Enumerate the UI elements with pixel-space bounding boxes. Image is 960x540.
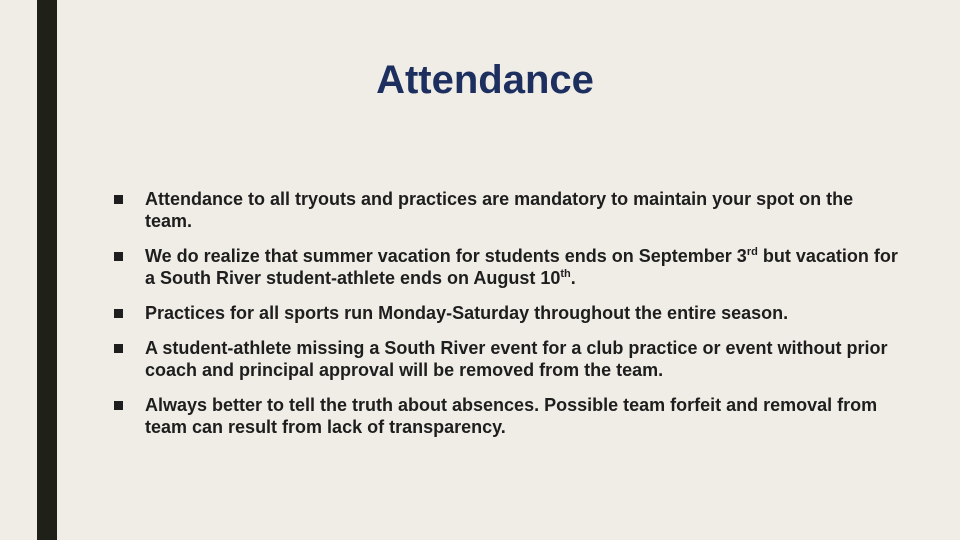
bullet-text-part-1: We do realize that summer vacation for students ends on September 3 <box>145 246 747 266</box>
square-bullet-icon <box>114 252 123 261</box>
bullet-text-part-2: but vacation for a South River student-athlete ends on August 10 <box>145 246 898 288</box>
bullet-text: A student-athlete missing a South River event for a club practice or event without prior coach and principal approval will be removed from the team. <box>145 338 888 380</box>
square-bullet-icon <box>114 195 123 204</box>
bullet-text: Attendance to all tryouts and practices are mandatory to maintain your spot on the team. <box>145 189 854 231</box>
slide-title: Attendance <box>376 58 594 102</box>
bullet-item-tryouts <box>114 188 904 232</box>
bullet-text: Practices for all sports run Monday-Saturday throughout the entire season. <box>145 303 789 323</box>
square-bullet-icon <box>114 344 123 353</box>
bullet-list <box>114 188 904 451</box>
bullet-text-part-3: . <box>570 268 576 288</box>
square-bullet-icon <box>114 309 123 318</box>
bullet-item-practices <box>114 302 904 324</box>
bullet-item-truth <box>114 394 904 438</box>
ordinal-suffix-rd: rd <box>746 246 758 258</box>
bullet-item-vacation <box>114 245 904 289</box>
bullet-text: Always better to tell the truth about absences. Possible team forfeit and removal from team can result from lack of transparency. <box>145 395 878 437</box>
ordinal-suffix-th: th <box>560 268 571 280</box>
bullet-item-missing-event <box>114 337 904 381</box>
square-bullet-icon <box>114 401 123 410</box>
